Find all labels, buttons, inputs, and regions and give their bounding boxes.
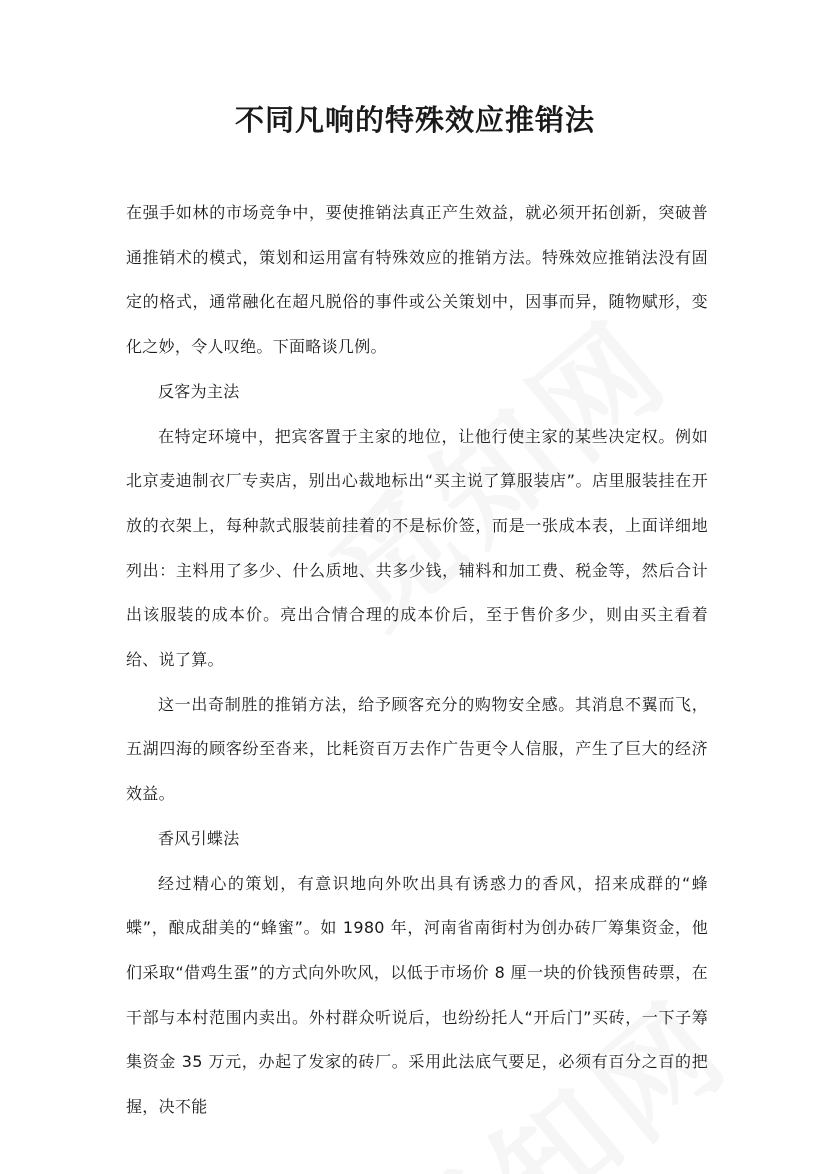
paragraph-intro: 在强手如林的市场竞争中，要使推销法真正产生效益，就必须开拓创新，突破普通推销术的模式，策划和运用富有特殊效应的推销方法。特殊效应推销法没有固定的格式，通常融化在超凡脱俗的事件或公关策划中，因事而异，随物赋形，变化之妙，令人叹绝。下面略谈几例。 [126, 203, 708, 357]
section-heading-xiangfengyindie: 香风引蝶法 [158, 828, 240, 848]
paragraph: 经过精心的策划，有意识地向外吹出具有诱惑力的香风，招来成群的“蜂蝶”，酿成甜美的“蜂蜜”。如 1980 年，河南省南街村为创办砖厂筹集资金，他们采取“借鸡生蛋”的方式向外吹风，以低于市场价 8 厘一块的价钱预售砖票，在干部与本村范围内卖出。外村群众听说后，也纷纷托人“开后门”买砖，一下子筹集资金 35 万元，办起了发家的砖厂。采用此法底气要足，必须有百分之百的把握，决不能 [126, 873, 708, 1117]
paragraph: 在特定环境中，把宾客置于主家的地位，让他行使主家的某些决定权。例如北京麦迪制衣厂专卖店，别出心裁地标出“买主说了算服装店”。店里服装挂在开放的衣架上，每种款式服装前挂着的不是标价签，而是一张成本表，上面详细地列出：主料用了多少、什么质地、共多少钱，辅料和加工费、税金等，然后合计出该服装的成本价。亮出合情合理的成本价后，至于售价多少，则由买主看着给、说了算。 [126, 426, 708, 670]
section-heading-fankeweizhu: 反客为主法 [158, 381, 240, 401]
document-body [126, 191, 708, 1130]
paragraph: 这一出奇制胜的推销方法，给予顾客充分的购物安全感。其消息不翼而飞，五湖四海的顾客纷至沓来，比耗资百万去作广告更令人信服，产生了巨大的经济效益。 [126, 694, 708, 804]
document-title: 不同凡响的特殊效应推销法 [234, 103, 595, 137]
